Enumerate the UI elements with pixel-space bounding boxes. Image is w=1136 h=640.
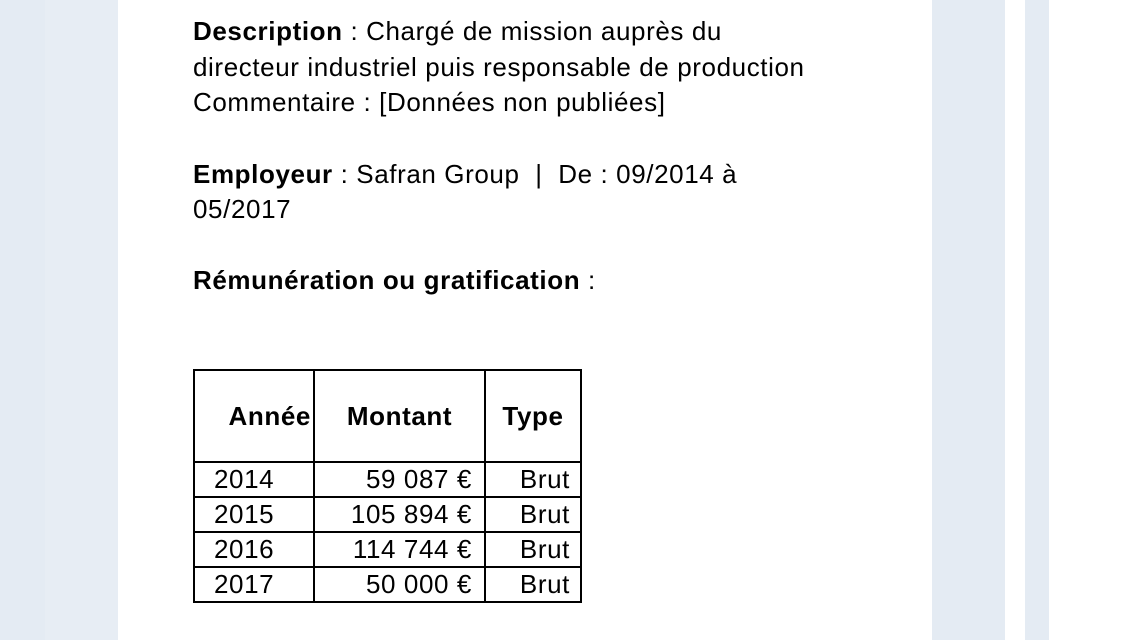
period-to-word: à — [722, 158, 738, 189]
cell-amount: 59 087 € — [314, 462, 485, 497]
table-row — [194, 462, 581, 497]
background-strip-left — [0, 0, 45, 640]
section-spacer — [193, 228, 833, 263]
period-from-value: 09/2014 — [616, 158, 715, 189]
cell-year: 2015 — [194, 497, 314, 532]
employer-value: Safran Group — [356, 158, 520, 189]
employer-separator: : — [332, 158, 357, 189]
background-strip-right — [932, 0, 1005, 640]
table-row — [194, 567, 581, 602]
description-value: Chargé de mission auprès du directeur industriel puis responsable de production — [193, 16, 805, 82]
background-margin-right — [1049, 0, 1136, 640]
employer-line — [193, 157, 833, 228]
description-line — [193, 14, 833, 85]
period-divider: | — [535, 158, 543, 189]
cell-year: 2014 — [194, 462, 314, 497]
cell-amount: 114 744 € — [314, 532, 485, 567]
cell-type: Brut — [485, 462, 581, 497]
comment-separator: : — [355, 87, 380, 117]
remuneration-heading — [193, 263, 833, 299]
period-from-label: De — [558, 158, 593, 189]
header-type: Type — [485, 370, 581, 462]
comment-line — [193, 85, 833, 121]
cell-type: Brut — [485, 567, 581, 602]
description-label: Description — [193, 16, 343, 46]
header-amount: Montant — [314, 370, 485, 462]
background-gap-right — [1005, 0, 1025, 640]
comment-value: [Données non publiées] — [379, 87, 666, 117]
background-strip-left-inner — [45, 0, 118, 640]
period-to-value: 05/2017 — [193, 194, 292, 224]
section-spacer — [193, 121, 833, 157]
header-year: Année — [194, 370, 314, 462]
cell-amount: 105 894 € — [314, 497, 485, 532]
cell-type: Brut — [485, 532, 581, 567]
scrollbar-track[interactable] — [1025, 0, 1049, 640]
cell-type: Brut — [485, 497, 581, 532]
cell-year: 2016 — [194, 532, 314, 567]
remuneration-label: Rémunération ou gratification — [193, 264, 581, 295]
remuneration-separator: : — [580, 264, 596, 295]
table-row — [194, 532, 581, 567]
table-header-row — [194, 370, 581, 462]
cell-amount: 50 000 € — [314, 567, 485, 602]
comment-label: Commentaire — [193, 87, 356, 117]
cell-year: 2017 — [194, 567, 314, 602]
table-row — [194, 497, 581, 532]
description-separator: : — [342, 16, 367, 46]
remuneration-table — [193, 369, 582, 603]
employer-label: Employeur — [193, 158, 333, 189]
period-from-separator: : — [592, 158, 617, 189]
declaration-content — [193, 14, 833, 298]
